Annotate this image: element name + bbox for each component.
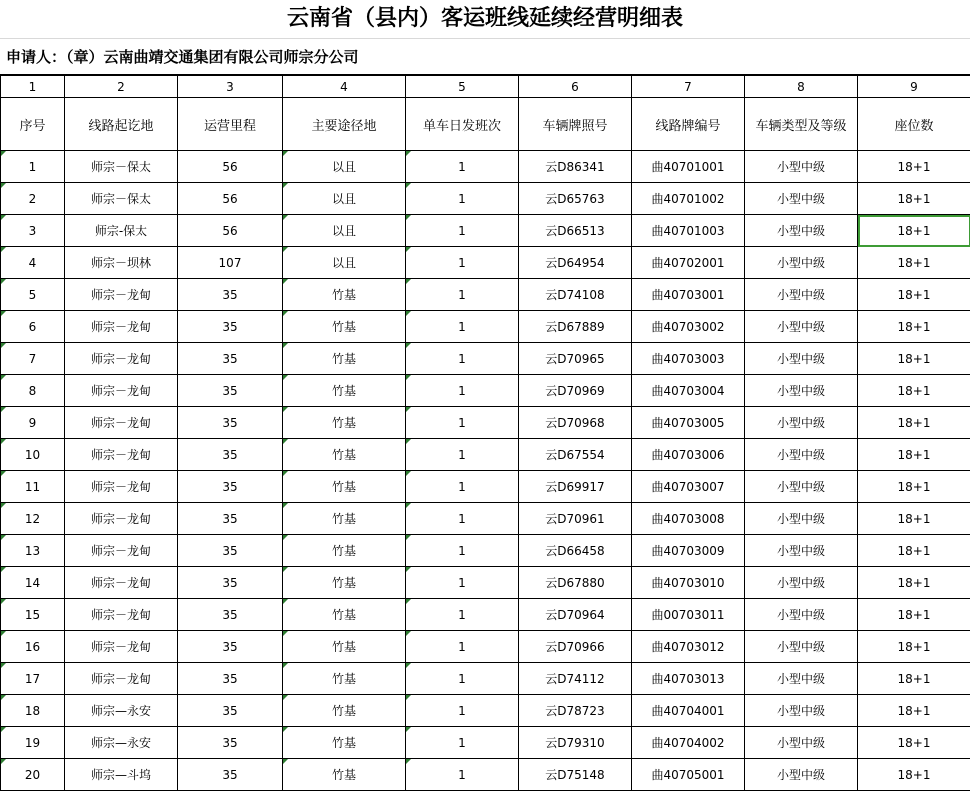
cell-col-via[interactable]: 以且 <box>283 247 406 279</box>
cell-col-route-plate[interactable]: 曲40703005 <box>632 407 745 439</box>
cell-col-seq[interactable]: 14 <box>1 567 65 599</box>
cell-col-plate[interactable]: 云D67880 <box>519 567 632 599</box>
cell-col-mileage[interactable]: 35 <box>178 567 283 599</box>
cell-col-vehicle-type[interactable]: 小型中级 <box>745 503 858 535</box>
cell-col-route-plate[interactable]: 曲40703012 <box>632 631 745 663</box>
cell-col-daily-trips[interactable]: 1 <box>406 407 519 439</box>
cell-col-seq[interactable]: 6 <box>1 311 65 343</box>
cell-col-daily-trips[interactable]: 1 <box>406 663 519 695</box>
cell-col-seats[interactable]: 18+1 <box>858 759 970 791</box>
cell-col-vehicle-type[interactable]: 小型中级 <box>745 471 858 503</box>
cell-col-vehicle-type[interactable]: 小型中级 <box>745 279 858 311</box>
cell-col-seq[interactable]: 12 <box>1 503 65 535</box>
table-row <box>1 247 970 279</box>
cell-col-daily-trips[interactable]: 1 <box>406 695 519 727</box>
cell-col-seats[interactable]: 18+1 <box>858 663 970 695</box>
cell-col-seats[interactable]: 18+1 <box>858 151 970 183</box>
table-row <box>1 471 970 503</box>
cell-col-daily-trips[interactable]: 1 <box>406 567 519 599</box>
cell-col-plate[interactable]: 云D74108 <box>519 279 632 311</box>
cell-col-seats[interactable]: 18+1 <box>858 183 970 215</box>
cell-col-seats[interactable]: 18+1 <box>858 439 970 471</box>
cell-col-seats[interactable]: 18+1 <box>858 311 970 343</box>
table-row <box>1 695 970 727</box>
cell-col-via[interactable]: 竹基 <box>283 375 406 407</box>
table-row <box>1 343 970 375</box>
cell-col-vehicle-type[interactable]: 小型中级 <box>745 343 858 375</box>
table-row <box>1 503 970 535</box>
cell-col-plate[interactable]: 云D70965 <box>519 343 632 375</box>
cell-col-via[interactable]: 竹基 <box>283 567 406 599</box>
cell-col-mileage[interactable]: 35 <box>178 631 283 663</box>
cell-col-seats[interactable]: 18+1 <box>858 471 970 503</box>
cell-col-daily-trips[interactable]: 1 <box>406 727 519 759</box>
cell-col-route-plate[interactable]: 曲40703002 <box>632 311 745 343</box>
cell-col-via[interactable]: 竹基 <box>283 631 406 663</box>
table-row <box>1 279 970 311</box>
cell-col-route[interactable]: 师宗－保太 <box>65 183 178 215</box>
table-row <box>1 215 970 247</box>
cell-col-seats[interactable]: 18+1 <box>858 215 970 247</box>
cell-col-vehicle-type[interactable]: 小型中级 <box>745 311 858 343</box>
cell-col-seq[interactable]: 18 <box>1 695 65 727</box>
cell-col-plate[interactable]: 云D70966 <box>519 631 632 663</box>
table-row <box>1 631 970 663</box>
column-number-cell[interactable]: 5 <box>406 76 519 98</box>
cell-col-route-plate[interactable]: 曲00703011 <box>632 599 745 631</box>
cell-col-route[interactable]: 师宗－龙甸 <box>65 439 178 471</box>
sheet-title: 云南省（县内）客运班线延续经营明细表 <box>0 0 970 39</box>
cell-col-via[interactable]: 竹基 <box>283 503 406 535</box>
cell-col-seq[interactable]: 3 <box>1 215 65 247</box>
cell-col-route[interactable]: 师宗－龙甸 <box>65 311 178 343</box>
cell-col-daily-trips[interactable]: 1 <box>406 311 519 343</box>
cell-col-route-plate[interactable]: 曲40701003 <box>632 215 745 247</box>
cell-col-seq[interactable]: 4 <box>1 247 65 279</box>
cell-col-daily-trips[interactable]: 1 <box>406 631 519 663</box>
cell-col-route-plate[interactable]: 曲40703009 <box>632 535 745 567</box>
cell-col-via[interactable]: 竹基 <box>283 311 406 343</box>
cell-col-plate[interactable]: 云D69917 <box>519 471 632 503</box>
cell-col-daily-trips[interactable]: 1 <box>406 375 519 407</box>
cell-col-route-plate[interactable]: 曲40703008 <box>632 503 745 535</box>
cell-col-mileage[interactable]: 35 <box>178 503 283 535</box>
cell-col-route-plate[interactable]: 曲40701001 <box>632 151 745 183</box>
cell-col-route[interactable]: 师宗—永安 <box>65 727 178 759</box>
cell-col-seats[interactable]: 18+1 <box>858 695 970 727</box>
cell-col-vehicle-type[interactable]: 小型中级 <box>745 599 858 631</box>
cell-col-vehicle-type[interactable]: 小型中级 <box>745 695 858 727</box>
cell-col-daily-trips[interactable]: 1 <box>406 183 519 215</box>
cell-col-mileage[interactable]: 35 <box>178 663 283 695</box>
cell-col-route[interactable]: 师宗－保太 <box>65 151 178 183</box>
cell-col-seq[interactable]: 9 <box>1 407 65 439</box>
cell-col-route-plate[interactable]: 曲40703004 <box>632 375 745 407</box>
cell-col-plate[interactable]: 云D78723 <box>519 695 632 727</box>
table-row <box>1 183 970 215</box>
cell-col-mileage[interactable]: 56 <box>178 183 283 215</box>
cell-col-via[interactable]: 以且 <box>283 183 406 215</box>
cell-col-mileage[interactable]: 35 <box>178 727 283 759</box>
cell-col-vehicle-type[interactable]: 小型中级 <box>745 183 858 215</box>
detail-table <box>0 75 970 791</box>
cell-col-seats[interactable]: 18+1 <box>858 631 970 663</box>
cell-col-plate[interactable]: 云D79310 <box>519 727 632 759</box>
cell-col-seats[interactable]: 18+1 <box>858 279 970 311</box>
cell-col-seats[interactable]: 18+1 <box>858 407 970 439</box>
column-number-cell[interactable]: 8 <box>745 76 858 98</box>
cell-col-plate[interactable]: 云D66513 <box>519 215 632 247</box>
cell-col-vehicle-type[interactable]: 小型中级 <box>745 759 858 791</box>
cell-col-route-plate[interactable]: 曲40703003 <box>632 343 745 375</box>
table-row <box>1 311 970 343</box>
cell-col-daily-trips[interactable]: 1 <box>406 343 519 375</box>
cell-col-via[interactable]: 竹基 <box>283 343 406 375</box>
cell-col-plate[interactable]: 云D66458 <box>519 535 632 567</box>
cell-col-route-plate[interactable]: 曲40703007 <box>632 471 745 503</box>
column-number-row <box>1 76 970 98</box>
cell-col-seats[interactable]: 18+1 <box>858 247 970 279</box>
cell-col-plate[interactable]: 云D70964 <box>519 599 632 631</box>
cell-col-vehicle-type[interactable]: 小型中级 <box>745 439 858 471</box>
table-row <box>1 151 970 183</box>
cell-col-mileage[interactable]: 35 <box>178 279 283 311</box>
cell-col-daily-trips[interactable]: 1 <box>406 215 519 247</box>
cell-col-via[interactable]: 竹基 <box>283 695 406 727</box>
cell-col-mileage[interactable]: 35 <box>178 599 283 631</box>
cell-col-seq[interactable]: 19 <box>1 727 65 759</box>
column-number-cell[interactable]: 1 <box>1 76 65 98</box>
cell-col-via[interactable]: 以且 <box>283 215 406 247</box>
cell-col-seq[interactable]: 2 <box>1 183 65 215</box>
column-number-cell[interactable]: 9 <box>858 76 970 98</box>
cell-col-route[interactable]: 师宗－坝林 <box>65 247 178 279</box>
cell-col-mileage[interactable]: 35 <box>178 439 283 471</box>
cell-col-mileage[interactable]: 35 <box>178 375 283 407</box>
cell-col-seq[interactable]: 16 <box>1 631 65 663</box>
cell-col-mileage[interactable]: 35 <box>178 343 283 375</box>
cell-col-route[interactable]: 师宗－龙甸 <box>65 631 178 663</box>
cell-col-daily-trips[interactable]: 1 <box>406 279 519 311</box>
cell-col-seats[interactable]: 18+1 <box>858 727 970 759</box>
cell-col-mileage[interactable]: 35 <box>178 407 283 439</box>
cell-col-daily-trips[interactable]: 1 <box>406 247 519 279</box>
header-col-seq[interactable]: 序号 <box>1 98 65 151</box>
cell-col-mileage[interactable]: 35 <box>178 759 283 791</box>
cell-col-daily-trips[interactable]: 1 <box>406 439 519 471</box>
cell-col-daily-trips[interactable]: 1 <box>406 151 519 183</box>
header-col-plate[interactable]: 车辆牌照号 <box>519 98 632 151</box>
cell-col-route-plate[interactable]: 曲40701002 <box>632 183 745 215</box>
header-col-route-plate[interactable]: 线路牌编号 <box>632 98 745 151</box>
cell-col-route-plate[interactable]: 曲40703010 <box>632 567 745 599</box>
cell-col-mileage[interactable]: 35 <box>178 311 283 343</box>
header-col-daily-trips[interactable]: 单车日发班次 <box>406 98 519 151</box>
table-row <box>1 439 970 471</box>
table-row <box>1 663 970 695</box>
cell-col-route-plate[interactable]: 曲40705001 <box>632 759 745 791</box>
cell-col-route-plate[interactable]: 曲40704002 <box>632 727 745 759</box>
table-row <box>1 759 970 791</box>
header-col-vehicle-type[interactable]: 车辆类型及等级 <box>745 98 858 151</box>
cell-col-mileage[interactable]: 56 <box>178 215 283 247</box>
cell-col-via[interactable]: 竹基 <box>283 663 406 695</box>
cell-col-plate[interactable]: 云D65763 <box>519 183 632 215</box>
applicant-line: 申请人：（章）云南曲靖交通集团有限公司师宗分公司 <box>0 39 970 75</box>
cell-col-via[interactable]: 竹基 <box>283 407 406 439</box>
cell-col-plate[interactable]: 云D64954 <box>519 247 632 279</box>
cell-col-via[interactable]: 竹基 <box>283 471 406 503</box>
cell-col-daily-trips[interactable]: 1 <box>406 599 519 631</box>
cell-col-via[interactable]: 竹基 <box>283 535 406 567</box>
cell-col-via[interactable]: 竹基 <box>283 599 406 631</box>
cell-col-seq[interactable]: 11 <box>1 471 65 503</box>
cell-col-seq[interactable]: 13 <box>1 535 65 567</box>
column-number-cell[interactable]: 2 <box>65 76 178 98</box>
cell-col-plate[interactable]: 云D67554 <box>519 439 632 471</box>
cell-col-seq[interactable]: 17 <box>1 663 65 695</box>
cell-col-plate[interactable]: 云D67889 <box>519 311 632 343</box>
cell-col-vehicle-type[interactable]: 小型中级 <box>745 215 858 247</box>
cell-col-seq[interactable]: 1 <box>1 151 65 183</box>
column-number-cell[interactable]: 6 <box>519 76 632 98</box>
cell-col-seq[interactable]: 8 <box>1 375 65 407</box>
cell-col-mileage[interactable]: 35 <box>178 695 283 727</box>
cell-col-via[interactable]: 竹基 <box>283 727 406 759</box>
cell-col-vehicle-type[interactable]: 小型中级 <box>745 375 858 407</box>
cell-col-seq[interactable]: 5 <box>1 279 65 311</box>
cell-col-seats[interactable]: 18+1 <box>858 567 970 599</box>
cell-col-daily-trips[interactable]: 1 <box>406 535 519 567</box>
cell-col-daily-trips[interactable]: 1 <box>406 759 519 791</box>
cell-col-seats[interactable]: 18+1 <box>858 375 970 407</box>
cell-col-route[interactable]: 师宗－龙甸 <box>65 375 178 407</box>
cell-col-via[interactable]: 以且 <box>283 151 406 183</box>
cell-col-plate[interactable]: 云D74112 <box>519 663 632 695</box>
cell-col-vehicle-type[interactable]: 小型中级 <box>745 663 858 695</box>
cell-col-vehicle-type[interactable]: 小型中级 <box>745 535 858 567</box>
table-row <box>1 599 970 631</box>
cell-col-via[interactable]: 竹基 <box>283 759 406 791</box>
cell-col-seats[interactable]: 18+1 <box>858 599 970 631</box>
cell-col-vehicle-type[interactable]: 小型中级 <box>745 407 858 439</box>
cell-col-mileage[interactable]: 107 <box>178 247 283 279</box>
cell-col-route-plate[interactable]: 曲40702001 <box>632 247 745 279</box>
cell-col-via[interactable]: 竹基 <box>283 279 406 311</box>
cell-col-vehicle-type[interactable]: 小型中级 <box>745 727 858 759</box>
header-col-via[interactable]: 主要途径地 <box>283 98 406 151</box>
cell-col-seq[interactable]: 20 <box>1 759 65 791</box>
header-col-route[interactable]: 线路起讫地 <box>65 98 178 151</box>
cell-col-mileage[interactable]: 56 <box>178 151 283 183</box>
cell-col-seats[interactable]: 18+1 <box>858 503 970 535</box>
cell-col-plate[interactable]: 云D70961 <box>519 503 632 535</box>
header-col-seats[interactable]: 座位数 <box>858 98 970 151</box>
cell-col-route[interactable]: 师宗－龙甸 <box>65 567 178 599</box>
column-number-cell[interactable]: 3 <box>178 76 283 98</box>
cell-col-plate[interactable]: 云D75148 <box>519 759 632 791</box>
cell-col-route[interactable]: 师宗-保太 <box>65 215 178 247</box>
cell-col-route[interactable]: 师宗－龙甸 <box>65 663 178 695</box>
table-row <box>1 727 970 759</box>
cell-col-plate[interactable]: 云D70968 <box>519 407 632 439</box>
table-row <box>1 567 970 599</box>
cell-col-route[interactable]: 师宗－龙甸 <box>65 279 178 311</box>
cell-col-seats[interactable]: 18+1 <box>858 535 970 567</box>
header-row <box>1 98 970 151</box>
cell-col-route[interactable]: 师宗－龙甸 <box>65 535 178 567</box>
cell-col-route[interactable]: 师宗—永安 <box>65 695 178 727</box>
cell-col-seq[interactable]: 15 <box>1 599 65 631</box>
cell-col-route-plate[interactable]: 曲40703013 <box>632 663 745 695</box>
cell-col-plate[interactable]: 云D70969 <box>519 375 632 407</box>
cell-col-vehicle-type[interactable]: 小型中级 <box>745 247 858 279</box>
cell-col-route-plate[interactable]: 曲40703001 <box>632 279 745 311</box>
cell-col-via[interactable]: 竹基 <box>283 439 406 471</box>
cell-col-vehicle-type[interactable]: 小型中级 <box>745 567 858 599</box>
column-number-cell[interactable]: 7 <box>632 76 745 98</box>
cell-col-route[interactable]: 师宗－龙甸 <box>65 407 178 439</box>
cell-col-route[interactable]: 师宗－龙甸 <box>65 471 178 503</box>
column-number-cell[interactable]: 4 <box>283 76 406 98</box>
cell-col-seats[interactable]: 18+1 <box>858 343 970 375</box>
cell-col-vehicle-type[interactable]: 小型中级 <box>745 151 858 183</box>
cell-col-route-plate[interactable]: 曲40704001 <box>632 695 745 727</box>
cell-col-seq[interactable]: 10 <box>1 439 65 471</box>
table-row <box>1 375 970 407</box>
cell-col-seq[interactable]: 7 <box>1 343 65 375</box>
table-row <box>1 407 970 439</box>
cell-col-daily-trips[interactable]: 1 <box>406 471 519 503</box>
cell-col-plate[interactable]: 云D86341 <box>519 151 632 183</box>
table-row <box>1 535 970 567</box>
cell-col-route[interactable]: 师宗－龙甸 <box>65 599 178 631</box>
cell-col-route[interactable]: 师宗－龙甸 <box>65 503 178 535</box>
cell-col-mileage[interactable]: 35 <box>178 535 283 567</box>
cell-col-route[interactable]: 师宗—斗坞 <box>65 759 178 791</box>
header-col-mileage[interactable]: 运营里程 <box>178 98 283 151</box>
cell-col-mileage[interactable]: 35 <box>178 471 283 503</box>
cell-col-route[interactable]: 师宗－龙甸 <box>65 343 178 375</box>
cell-col-daily-trips[interactable]: 1 <box>406 503 519 535</box>
cell-col-vehicle-type[interactable]: 小型中级 <box>745 631 858 663</box>
cell-col-route-plate[interactable]: 曲40703006 <box>632 439 745 471</box>
